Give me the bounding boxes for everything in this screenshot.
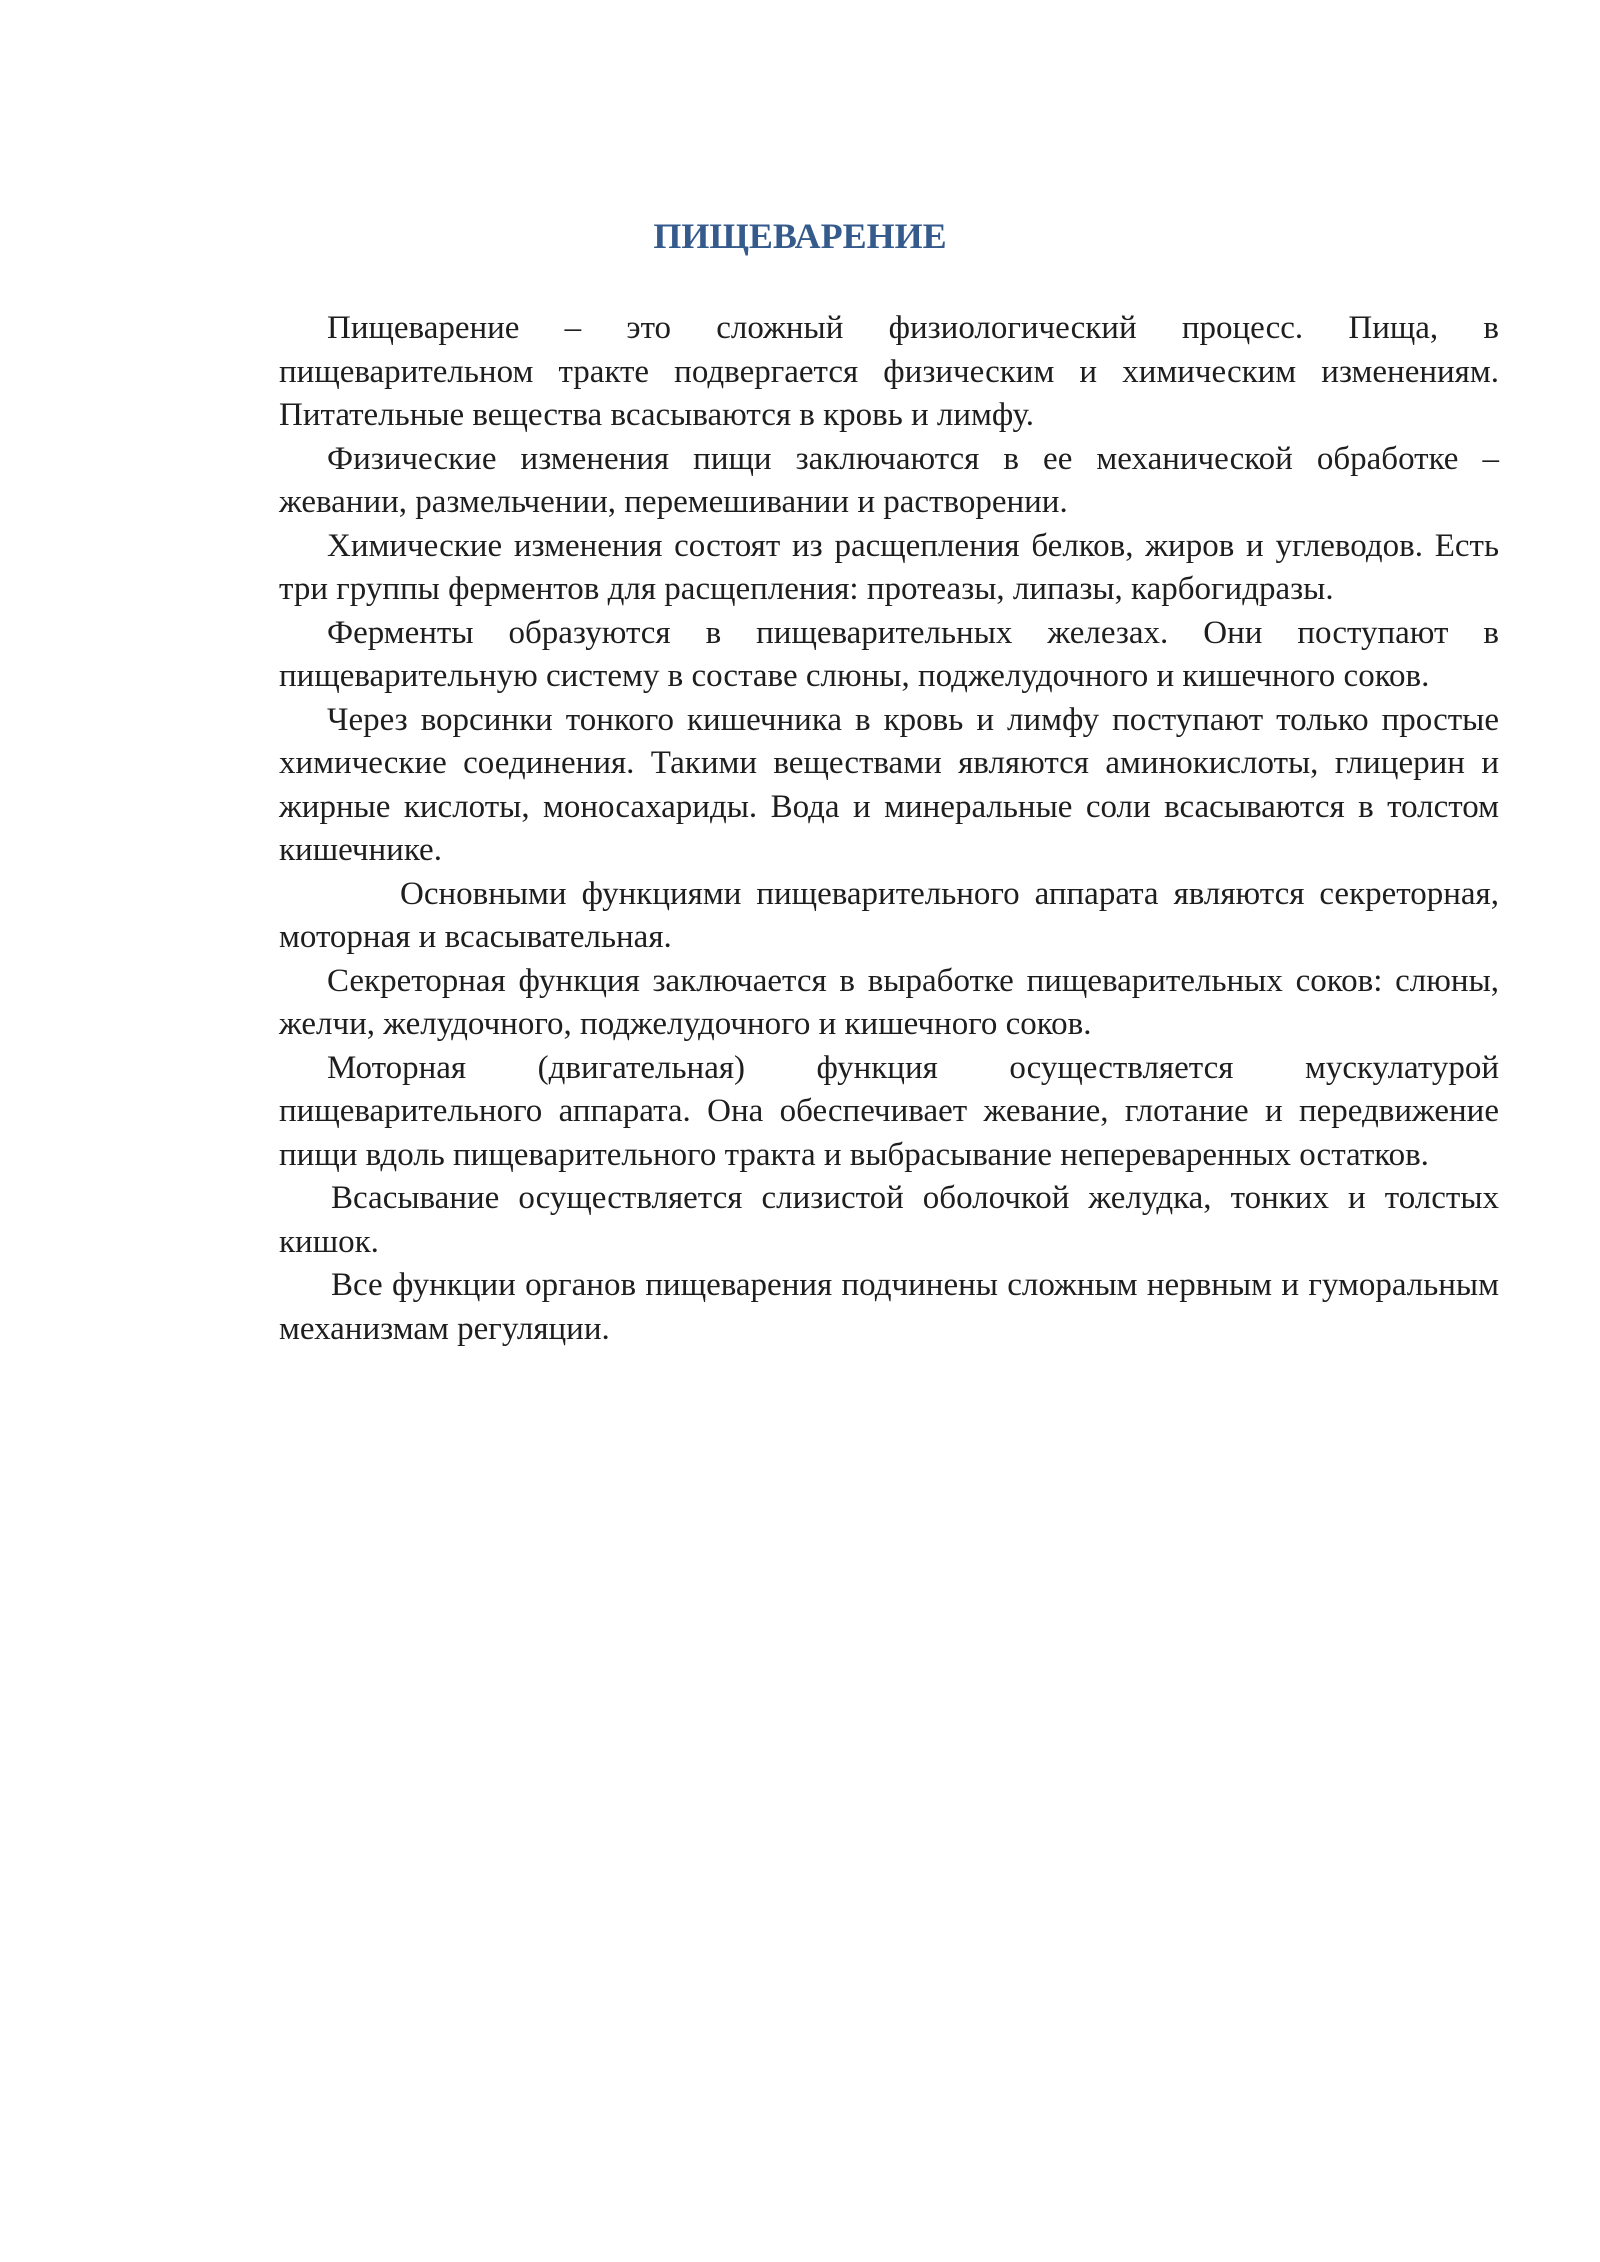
paragraph-absorption: Всасывание осуществляется слизистой оболочкой желудка, тонких и толстых кишок. <box>279 1180 1499 1260</box>
paragraph-intro: Пищеварение – это сложный физиологический процесс. Пища, в пищеварительном тракте подвергается физическим и химическим изменениям. Питательные вещества всасываются в кровь и лимфу. <box>279 310 1499 433</box>
paragraph-chemical-changes: Химические изменения состоят из расщепления белков, жиров и углеводов. Есть три группы ферментов для расщепления: протеазы, липазы, карбогидразы. <box>279 527 1499 607</box>
paragraph-enzymes: Ферменты образуются в пищеварительных железах. Они поступают в пищеварительную систему в составе слюны, поджелудочного и кишечного соков. <box>279 614 1499 694</box>
paragraph-main-functions: Основными функциями пищеварительного аппарата являются секреторная, моторная и всасывательная. <box>279 875 1499 955</box>
paragraph-regulation: Все функции органов пищеварения подчинены сложным нервным и гуморальным механизмам регуляции. <box>279 1267 1499 1347</box>
document-body <box>279 307 1499 1351</box>
paragraph-absorption-villi: Через ворсинки тонкого кишечника в кровь и лимфу поступают только простые химические соединения. Такими веществами являются аминокислоты, глицерин и жирные кислоты, моносахариды. Вода и минеральные соли всасываются в толстом кишечнике. <box>279 701 1499 868</box>
paragraph-secretory-function: Секреторная функция заключается в выработке пищеварительных соков: слюны, желчи, желудочного, поджелудочного и кишечного соков. <box>279 962 1499 1042</box>
document-title: ПИЩЕВАРЕНИЕ <box>653 216 947 256</box>
paragraph-motor-function: Моторная (двигательная) функция осуществляется мускулатурой пищеварительного аппарата. Она обеспечивает жевание, глотание и передвижение пищи вдоль пищеварительного тракта и выбрасывание непереваренных остатков. <box>279 1049 1499 1173</box>
paragraph-physical-changes: Физические изменения пищи заключаются в ее механической обработке – жевании, размельчении, перемешивании и растворении. <box>279 440 1499 520</box>
